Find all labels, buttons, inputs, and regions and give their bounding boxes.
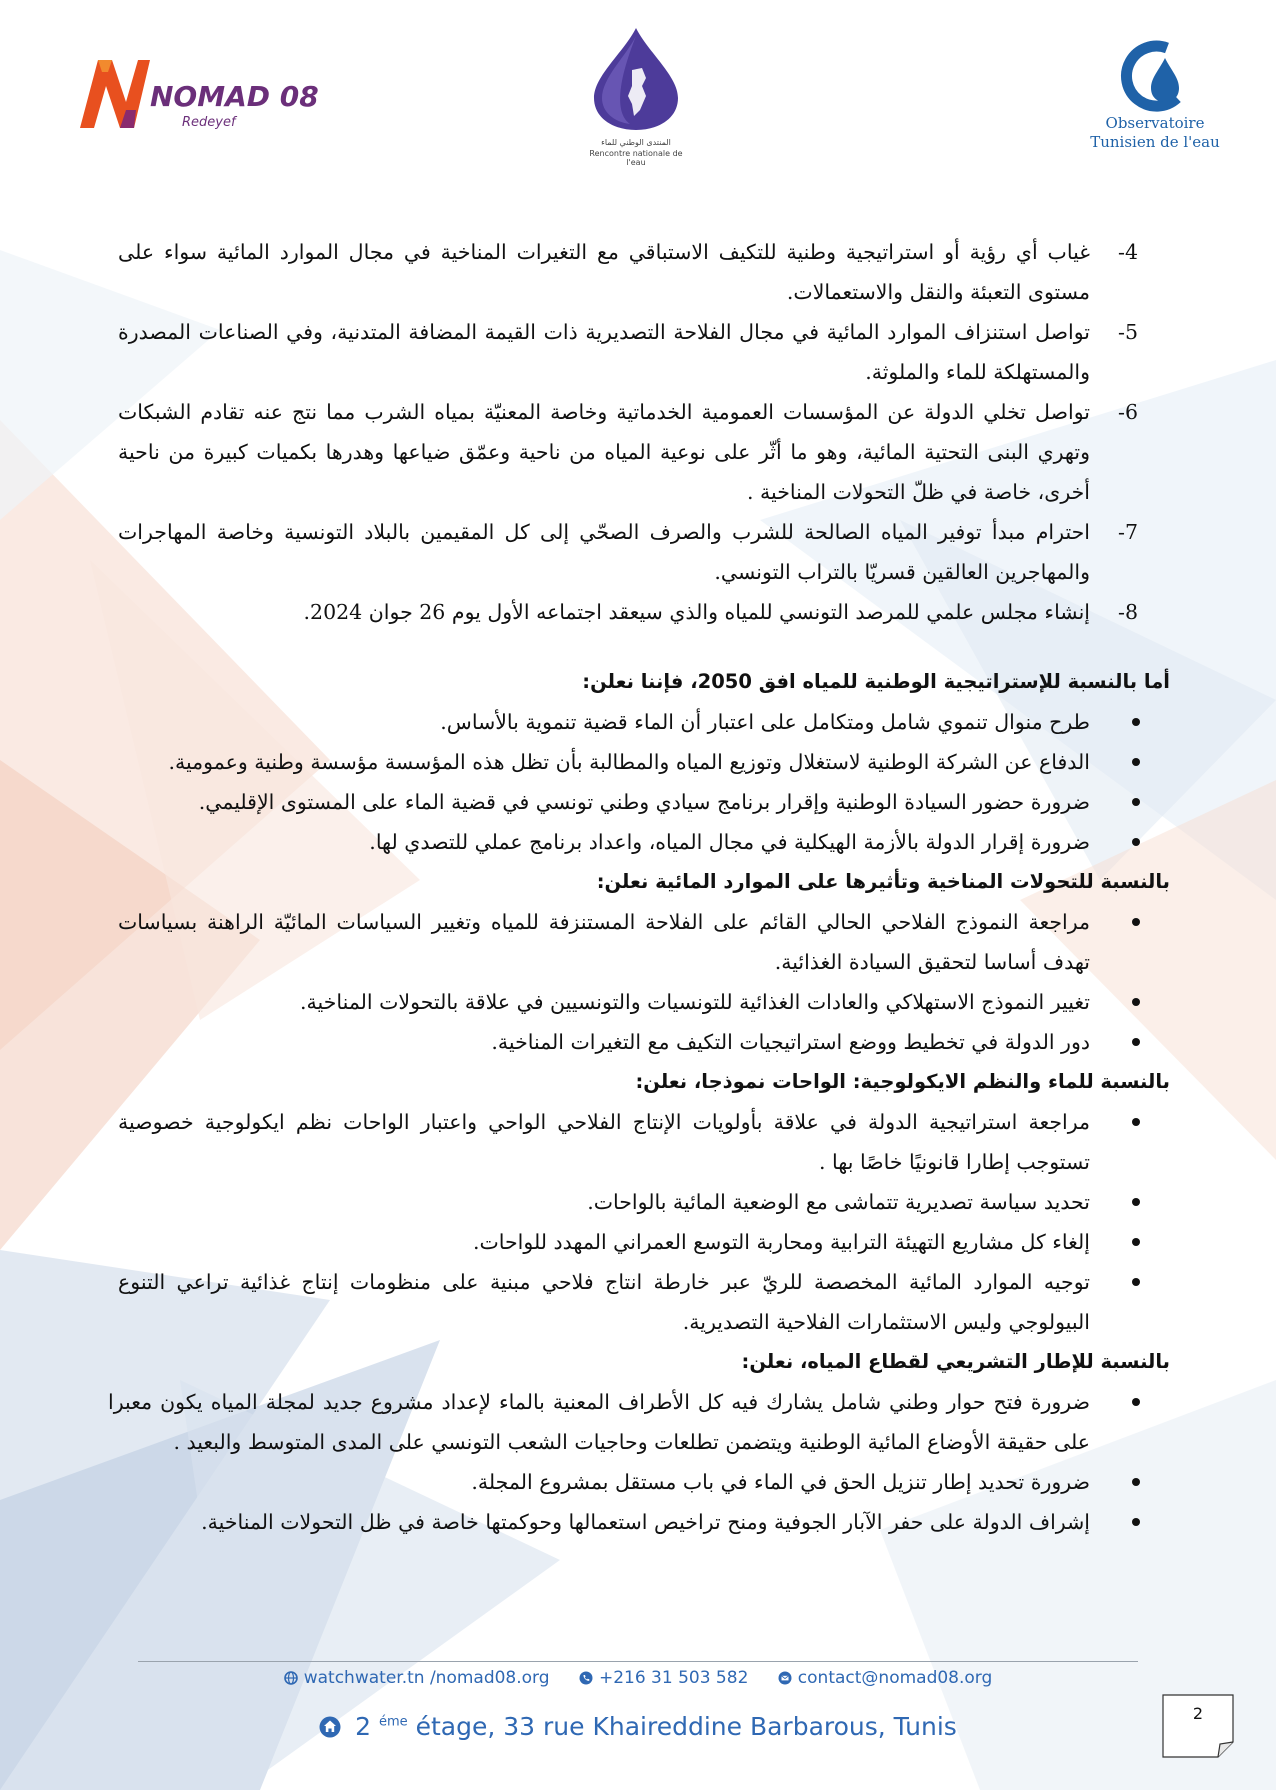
list-item — [108, 1382, 1170, 1462]
globe-icon — [284, 1671, 298, 1685]
item-text: إنشاء مجلس علمي للمرصد التونسي للمياه والذي سيعقد اجتماعه الأول يوم 26 جوان 2024. — [303, 600, 1090, 624]
item-text: إلغاء كل مشاريع التهيئة الترابية ومحاربة التوسع العمراني المهدد للواحات. — [472, 1230, 1090, 1254]
item-text: طرح منوال تنموي شامل ومتكامل على اعتبار أن الماء قضية تنموية بالأساس. — [440, 710, 1090, 734]
list-item — [108, 1022, 1170, 1062]
nomad08-logo-subtitle: Redeyef — [182, 115, 236, 130]
numbered-item — [108, 592, 1170, 632]
list-item — [108, 702, 1170, 742]
declaration-body — [108, 232, 1170, 1542]
numbered-item — [108, 512, 1170, 592]
section-title-legislation: بالنسبة للإطار التشريعي لقطاع المياه، نعلن: — [741, 1350, 1170, 1373]
list-item — [108, 782, 1170, 822]
center-logo-caption-ar: المنتدى الوطني للماء — [601, 138, 671, 147]
footer-email[interactable] — [778, 1668, 992, 1688]
observatoire-logo — [1080, 40, 1230, 160]
strategy-list — [108, 702, 1170, 862]
list-item — [108, 1222, 1170, 1262]
address-number: 2 — [355, 1712, 372, 1741]
item-text: دور الدولة في تخطيط ووضع استراتيجيات التكيف مع التغيرات المناخية. — [491, 1030, 1090, 1054]
numbered-item — [108, 392, 1170, 512]
footer-phone[interactable] — [579, 1668, 754, 1688]
numbered-item — [108, 232, 1170, 312]
section-title-strategy: أما بالنسبة للإستراتيجية الوطنية للمياه افق 2050، فإننا نعلن: — [582, 670, 1170, 693]
item-number: -4 — [1118, 240, 1138, 264]
footer-website[interactable] — [284, 1668, 555, 1688]
legislation-list — [108, 1382, 1170, 1542]
list-item — [108, 1262, 1170, 1342]
item-text: ضرورة فتح حوار وطني شامل يشارك فيه كل الأطراف المعنية بالماء لإعداد مشروع جديد لمجلة المياه يكون معبرا على حقيقة الأوضاع المائية الوطنية ويتضمن تطلعات وحاجيات الشعب التونسي على المدى المتوسط والبعيد . — [108, 1390, 1090, 1454]
list-item — [108, 1182, 1170, 1222]
address-superscript: éme — [379, 1714, 408, 1730]
list-item — [108, 822, 1170, 862]
list-item — [108, 902, 1170, 982]
item-number: -5 — [1118, 320, 1138, 344]
phone-icon — [579, 1671, 593, 1685]
section-title-climate: بالنسبة للتحولات المناخية وتأثيرها على الموارد المائية نعلن: — [596, 870, 1170, 893]
numbered-item — [108, 312, 1170, 392]
item-text: توجيه الموارد المائية المخصصة للريّ عبر خارطة انتاج فلاحي مبنية على منظومات إنتاج غذائية تراعي التنوع البيولوجي وليس الاستثمارات الفلاحية التصديرية. — [118, 1270, 1090, 1334]
footer-website-text: watchwater.tn /nomad08.org — [303, 1668, 550, 1688]
item-text: تواصل تخلي الدولة عن المؤسسات العمومية الخدماتية وخاصة المعنيّة بمياه الشرب مما نتج عنه تقادم الشبكات وتهري البنى التحتية المائية، وهو ما أثّر على نوعية المياه من ناحية وعمّق ضياعها وهدرها بكميات كبيرة من ناحية أخرى، خاصة في ظلّ التحولات المناخية . — [118, 400, 1090, 504]
item-text: مراجعة النموذج الفلاحي الحالي القائم على الفلاحة المستنزفة للمياه وتغيير السياسات المائيّة الراهنة بسياسات تهدف أساسا لتحقيق السيادة الغذائية. — [118, 910, 1090, 974]
item-number: -6 — [1118, 400, 1138, 424]
footer-email-text: contact@nomad08.org — [797, 1668, 993, 1688]
list-item — [108, 742, 1170, 782]
item-text: ضرورة إقرار الدولة بالأزمة الهيكلية في مجال المياه، واعداد برنامج عملي للتصدي لها. — [369, 830, 1090, 854]
nomad08-logo — [78, 50, 319, 140]
climate-list — [108, 902, 1170, 1062]
numbered-list — [108, 232, 1170, 632]
item-text: مراجعة استراتيجية الدولة في علاقة بأولويات الإنتاج الفلاحي الواحي واعتبار الواحات نظم ايكولوجية خصوصية تستوجب إطارا قانونيًا خاصًا بها . — [118, 1110, 1090, 1174]
page-number: 2 — [1192, 1704, 1204, 1723]
item-text: احترام مبدأ توفير المياه الصالحة للشرب والصرف الصحّي إلى كل المقيمين بالبلاد التونسية وخاصة المهاجرات والمهاجرين العالقين قسريّا بالتراب التونسي. — [118, 520, 1090, 584]
footer-divider — [138, 1661, 1138, 1662]
item-text: تحديد سياسة تصديرية تتماشى مع الوضعية المائية بالواحات. — [587, 1190, 1090, 1214]
list-item — [108, 982, 1170, 1022]
item-number: -8 — [1118, 600, 1138, 624]
section-title-oases: بالنسبة للماء والنظم الايكولوجية: الواحات نموذجا، نعلن: — [635, 1070, 1170, 1093]
item-text: غياب أي رؤية أو استراتيجية وطنية للتكيف الاستباقي مع التغيرات المناخية في مجال الموارد المائية سواء على مستوى التعبئة والنقل والاستعمالات. — [118, 240, 1090, 304]
item-text: إشراف الدولة على حفر الآبار الجوفية ومنح تراخيص استعمالها وحوكمتها خاصة في ظل التحولات المناخية. — [201, 1510, 1090, 1534]
water-drop-icon — [586, 26, 686, 132]
observatoire-line2: Tunisien de l'eau — [1090, 133, 1220, 151]
nomad08-logo-mark — [78, 50, 319, 140]
list-item — [108, 1502, 1170, 1542]
footer-contacts — [0, 1668, 1276, 1688]
home-icon — [319, 1716, 341, 1738]
item-text: تواصل استنزاف الموارد المائية في مجال الفلاحة التصديرية ذات القيمة المضافة المتدنية، وفي الصناعات المصدرة والمستهلكة للماء والملوثة. — [118, 320, 1090, 384]
nomad08-logo-title: NOMAD 08 — [150, 80, 319, 113]
footer-phone-text: +216 31 503 582 — [598, 1668, 749, 1688]
item-text: ضرورة تحديد إطار تنزيل الحق في الماء في باب مستقل بمشروع المجلة. — [471, 1470, 1090, 1494]
mail-icon — [778, 1671, 792, 1685]
item-text: الدفاع عن الشركة الوطنية لاستغلال وتوزيع المياه والمطالبة بأن تظل هذه المؤسسة مؤسسة وطنية وعمومية. — [168, 750, 1090, 774]
footer-address — [0, 1712, 1276, 1741]
center-logo-caption-fr: Rencontre nationale de l'eau — [589, 149, 683, 167]
address-text: étage, 33 rue Khaireddine Barbarous, Tunis — [415, 1712, 957, 1741]
list-item — [108, 1462, 1170, 1502]
list-item — [108, 1102, 1170, 1182]
oases-list — [108, 1102, 1170, 1342]
observatoire-drop-icon — [1105, 40, 1205, 110]
water-forum-logo — [586, 26, 686, 167]
item-text: ضرورة حضور السيادة الوطنية وإقرار برنامج سيادي وطني تونسي في قضية الماء على المستوى الإقليمي. — [198, 790, 1090, 814]
observatoire-line1: Observatoire — [1105, 114, 1205, 132]
item-number: -7 — [1118, 520, 1138, 544]
item-text: تغيير النموذج الاستهلاكي والعادات الغذائية للتونسيات والتونسيين في علاقة بالتحولات المناخية. — [300, 990, 1090, 1014]
